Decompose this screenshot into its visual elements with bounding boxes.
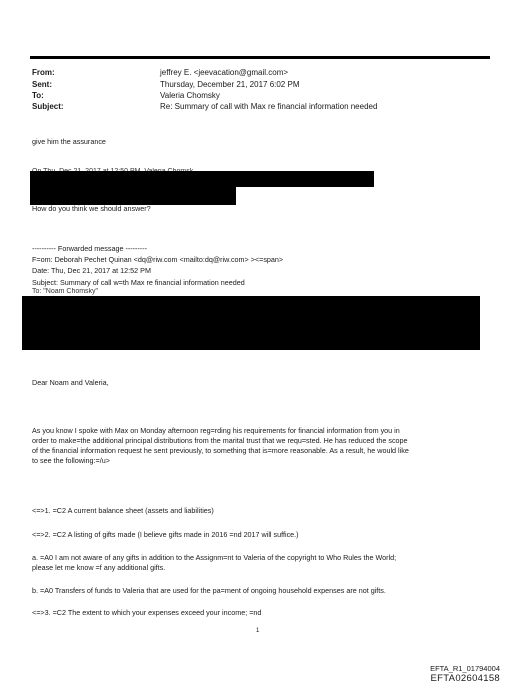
list-item: <=>3. =C2 The extent to which your expenses exceed your income; =nd: [32, 608, 262, 617]
to-value: Valeria Chomsky: [160, 91, 220, 100]
sent-label: Sent:: [32, 80, 52, 89]
paragraph-line: of the financial information request he sent previously, to something that is=more reasonable. As a result, he would like: [32, 446, 409, 455]
forwarded-from: F=om: Deborah Pechet Quinan <dq@riw.com <mailto:dq@riw.com> ><=span>: [32, 255, 284, 264]
paragraph-line: As you know I spoke with Max on Monday afternoon reg=rding his requirements for financial information from you in: [32, 426, 400, 435]
bates-number-small: EFTA_R1_01794004: [430, 664, 500, 673]
forwarded-subject: Subject: Summary of call w=th Max re financial information needed: [32, 278, 245, 287]
paragraph-line: order to make=the additional principal distributions from the marital trust that we requ=sted. He has reduced the scope: [32, 436, 408, 445]
redaction-block: [30, 171, 374, 187]
list-item: a. =A0 I am not aware of any gifts in addition to the Assignm=nt to Valeria of the copyright to Who Rules the World;: [32, 553, 397, 562]
to-label: To:: [32, 91, 44, 100]
redaction-block: [30, 187, 236, 205]
list-item: b. =A0 Transfers of funds to Valeria that are used for the pa=ment of ongoing household expenses are not gifts.: [32, 586, 386, 595]
forwarded-date: Date: Thu, Dec 21, 2017 at 12:52 PM: [32, 266, 151, 275]
page-number: 1: [256, 628, 260, 634]
forwarded-to-peek: To: "Noam Chomsky": [32, 288, 99, 295]
redaction-block: [22, 296, 480, 350]
question-text: How do you think we should answer?: [32, 204, 151, 213]
bates-number: EFTA02604158: [430, 673, 500, 684]
subject-label: Subject:: [32, 102, 64, 111]
from-label: From:: [32, 68, 55, 77]
greeting: Dear Noam and Valeria,: [32, 378, 109, 387]
reply-text: give him the assurance: [32, 137, 106, 146]
list-item: <=>1. =C2 A current balance sheet (assets and liabilities): [32, 506, 214, 515]
paragraph-line: to see the following:=/u>: [32, 456, 110, 465]
header-rule: [30, 56, 490, 59]
list-item: please let me know =f any additional gifts.: [32, 563, 166, 572]
list-item: <=>2. =C2 A listing of gifts made (I believe gifts made in 2016 =nd 2017 will suffice.): [32, 530, 299, 539]
subject-value: Re: Summary of call with Max re financial information needed: [160, 102, 378, 111]
forwarded-marker: ---------- Forwarded message ---------: [32, 244, 147, 253]
sent-value: Thursday, December 21, 2017 6:02 PM: [160, 80, 300, 89]
from-value: jeffrey E. <jeevacation@gmail.com>: [160, 68, 289, 77]
